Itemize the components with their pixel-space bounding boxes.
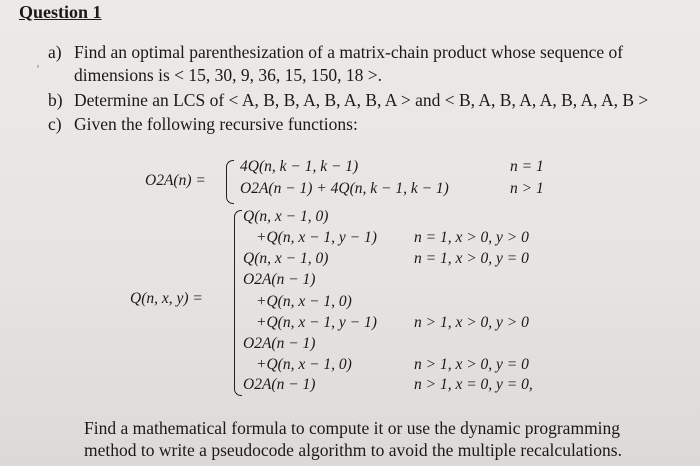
item-c-letter: c) [48,114,62,134]
q-line-3-expr: Q(n, x − 1, 0) [243,250,329,267]
q-line-9-expr: O2A(n − 1) [243,376,316,393]
o2a-brace [226,160,234,204]
q-line-7-expr: O2A(n − 1) [243,335,316,352]
item-a-line1: Find an optimal parenthesization of a matrix-chain product whose sequence of [74,42,624,62]
item-b-text: Determine an LCS of < A, B, B, A, B, A, B, A > and < B, A, B, A, A, B, A, A, B > [74,90,649,110]
item-b-letter: b) [48,90,63,110]
o2a-case-1-expr: 4Q(n, k − 1, k − 1) [240,158,359,175]
q-line-8-cond: n > 1, x > 0, y = 0 [414,356,529,373]
q-line-5-expr: +Q(n, x − 1, 0) [256,293,352,310]
item-a-letter: a) [48,42,62,62]
q-lhs: Q(n, x, y) = [130,290,203,307]
q-line-2-expr: +Q(n, x − 1, y − 1) [256,229,377,246]
q-brace [234,210,242,396]
o2a-case-2-cond: n > 1 [510,180,544,197]
q-line-4-expr: O2A(n − 1) [243,271,316,288]
q-line-8-expr: +Q(n, x − 1, 0) [256,356,352,373]
q-line-1-expr: Q(n, x − 1, 0) [243,208,329,225]
q-line-9-cond: n > 1, x = 0, y = 0, [414,376,533,393]
o2a-lhs: O2A(n) = [145,172,206,189]
q-line-6-expr: +Q(n, x − 1, y − 1) [256,314,377,331]
o2a-case-2-expr: O2A(n − 1) + 4Q(n, k − 1, k − 1) [240,180,449,197]
item-c-text: Given the following recursive functions: [74,114,358,134]
stray-mark: ʼ [36,62,40,76]
q-line-6-cond: n > 1, x > 0, y > 0 [414,314,529,331]
item-a-line2: dimensions is < 15, 30, 9, 36, 15, 150, 18 >. [74,65,383,85]
closing-line-2: method to write a pseudocode algorithm to avoid the multiple recalculations. [84,440,622,460]
q-line-2-cond: n = 1, x > 0, y > 0 [414,229,529,246]
question-heading: Question 1 [19,2,102,22]
o2a-case-1-cond: n = 1 [510,158,544,175]
closing-line-1: Find a mathematical formula to compute it or use the dynamic programming [84,418,621,438]
q-line-3-cond: n = 1, x > 0, y = 0 [414,250,529,267]
